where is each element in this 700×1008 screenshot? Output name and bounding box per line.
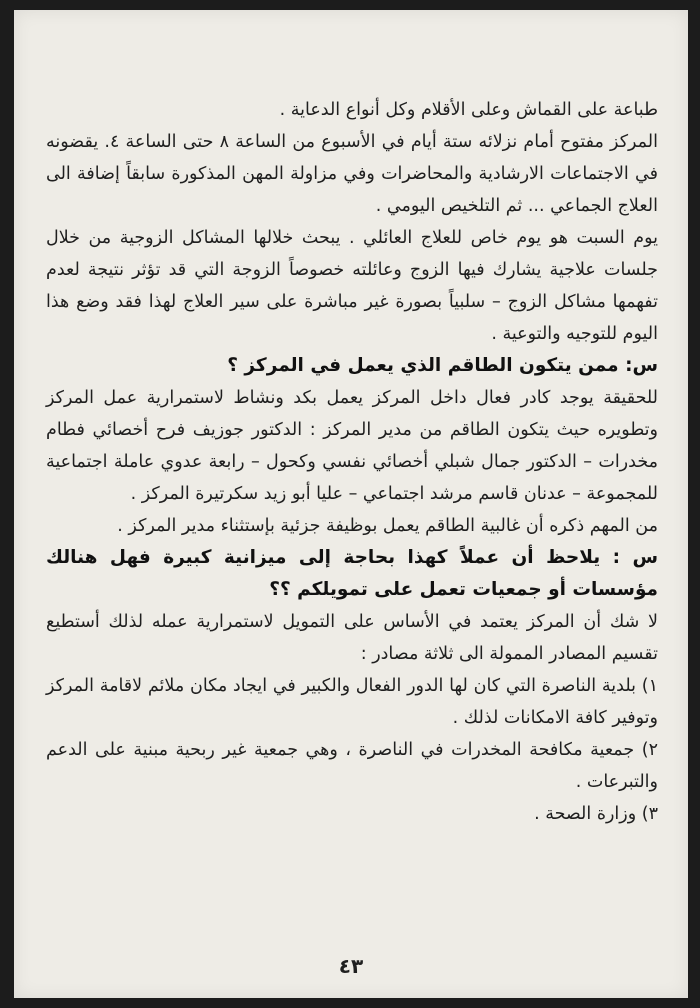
funding-item-municipality: ١) بلدية الناصرة التي كان لها الدور الفعال والكبير في ايجاد مكان ملائم لاقامة المركز وتوفير كافة الامكانات لذلك . [46,676,658,728]
paragraph-part-time: من المهم ذكره أن غالبية الطاقم يعمل بوظيفة جزئية بإستثناء مدير المركز . [117,516,658,536]
paragraph-funding-intro: لا شك أن المركز يعتمد في الأساس على التمويل لاستمرارية عمله لذلك أستطيع تقسيم المصادر الممولة الى ثلاثة مصادر : [46,612,658,664]
paragraph-opening-hours: المركز مفتوح أمام نزلائه ستة أيام في الأسبوع من الساعة ٨ حتى الساعة ٤. يقضونه في الاجتماعات الارشادية والمحاضرات وفي مزاولة المهن المذكورة سابقاً إضافة الى العلاج الجماعي ... ثم التلخيص اليومي . [46,132,658,216]
funding-item-ministry: ٣) وزارة الصحة . [534,804,658,824]
page-number: ٤٣ [338,954,364,978]
page-body [46,94,658,830]
paragraph-family-therapy: يوم السبت هو يوم خاص للعلاج العائلي . يبحث خلالها المشاكل الزوجية من خلال جلسات علاجية يشارك فيها الزوج وعائلته خصوصاً الزوجة التي قد تؤثر نتيجة لعدم تفهمها مشاكل الزوج – سلبياً بصورة غير مباشرة على سير العلاج لهذا فقد وضع هذا اليوم للتوجيه والتوعية . [46,228,658,344]
paragraph-staff-list: للحقيقة يوجد كادر فعال داخل المركز يعمل بكد ونشاط لاستمرارية عمل المركز وتطويره حيث يتكون الطاقم من مدير المركز : الدكتور جوزيف فرح أخصائي فطام مخدرات – الدكتور جمال شبلي أخصائي نفسي وكحول – رابعة عدوي عاملة اجتماعية للمجموعة – عدنان قاسم مرشد اجتماعي – عليا أبو زيد سكرتيرة المركز . [46,388,658,504]
document-page [14,10,688,998]
paragraph-printing: طباعة على القماش وعلى الأقلام وكل أنواع الدعاية . [279,100,658,120]
question-funding: س : يلاحظ أن عملاً كهذا بحاجة إلى ميزانية كبيرة فهل هنالك مؤسسات أو جمعيات تعمل على تمويلكم ؟؟ [46,547,658,600]
funding-item-association: ٢) جمعية مكافحة المخدرات في الناصرة ، وهي جمعية غير ربحية مبنية على الدعم والتبرعات . [46,740,658,792]
question-staff: س: ممن يتكون الطاقم الذي يعمل في المركز ؟ [227,355,658,376]
